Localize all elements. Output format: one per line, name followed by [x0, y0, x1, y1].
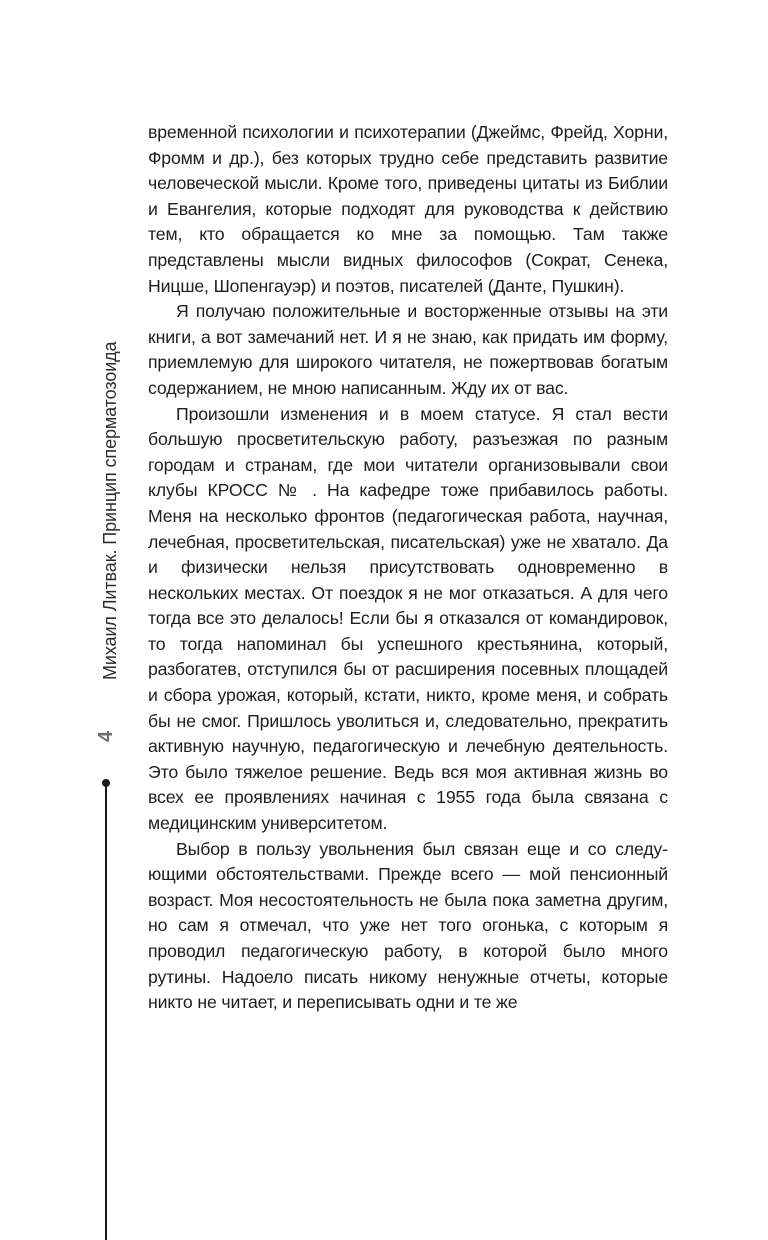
- text-body: [148, 120, 668, 1016]
- paragraph: Я получаю положительные и восторженные отзывы на эти книги, а вот замечаний нет. И я не знаю, как придать им форму, приемлемую для широкого читателя, не пожертвовав богатым содержанием, не мною написанным. Жду их от вас.: [148, 301, 668, 398]
- paragraph-continued: временной психологии и психотерапии (Джеймс, Фрейд, Хорни, Фромм и др.), без которых трудно себе представить развитие человеческой мысли. Кроме того, приведены цитаты из Библии и Евангелия, которые подходят для руководства к действию тем, кто обращается ко мне за помощью. Там также представлены мысли видных философов (Сократ, Сенека, Ницше, Шопенгауэр) и поэтов, писателей (Данте, Пушкин).: [148, 122, 668, 296]
- paragraph: Выбор в пользу увольнения был связан еще и со следующими обстоятельствами. Прежде всего — мой пенсионный возраст. Моя несостоятельность не была пока заметна другим, но сам я отмечал, что уже нет того огонька, с которым я проводил педагогическую работу, в которой было много рутины. Надоело писать никому ненужные отчеты, которые никто не читает, и переписывать одни и те же: [148, 838, 668, 1013]
- page-number: 4: [95, 730, 117, 742]
- margin-rule: [105, 784, 107, 1240]
- paragraph: Произошли изменения и в моем статусе. Я стал вести большую просветительскую работу, разъезжая по разным городам и странам, где мои читатели организовывали свои клубы КРОСС № . На кафедре тоже прибавилось работы. Меня на несколько фронтов (педагогическая работа, научная, лечебная, просветительская, писательская) уже не хватало. Да и физически нельзя присутствовать одновременно в нескольких местах. От поездок я не мог отказаться. А для чего тогда все это делалось! Если бы я отказался от командировок, то тогда напоминал бы успешного крестьянина, который, разбогатев, отступился бы от расширения посевных площадей и сбора урожая, который, кстати, никто, кроме меня, и собрать бы не смог. Пришлось уволиться и, следовательно, прекратить активную научную, педагогическую и лечебную деятельность. Это было тяжелое решение. Ведь вся моя активная жизнь во всех ее проявлениях начиная с 1955 года была связана с медицинским университетом.: [148, 403, 668, 834]
- running-header: Михаил Литвак. Принцип сперматозоида: [100, 341, 120, 680]
